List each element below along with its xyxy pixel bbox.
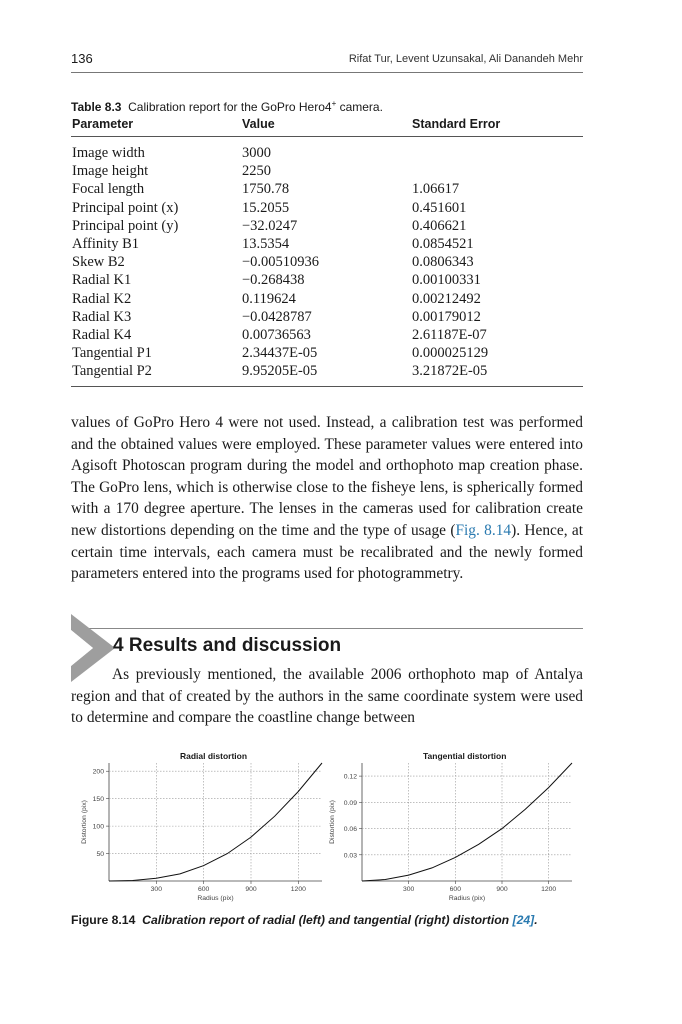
y-tick-label: 0.12 <box>343 773 357 781</box>
y-tick-label: 200 <box>92 768 104 776</box>
section-title: 4 Results and discussion <box>113 635 342 656</box>
table-row <box>71 253 583 271</box>
table-row <box>71 217 583 235</box>
table-cell: 1750.78 <box>242 181 290 198</box>
y-axis-label: Distortion (pix) <box>329 800 336 844</box>
table-cell: 0.00736563 <box>242 326 311 343</box>
table-row <box>71 235 583 253</box>
table-row <box>71 344 583 362</box>
figure-caption-text: Calibration report of radial (left) and tangential (right) distortion <box>142 913 510 927</box>
table-cell: 13.5354 <box>242 235 290 252</box>
table-row <box>71 362 583 380</box>
running-head-authors: Rifat Tur, Levent Uzunsakal, Ali Danandeh Mehr <box>348 53 583 65</box>
table-label: Table 8.3 <box>71 100 122 114</box>
table-cell: Radial K4 <box>72 326 132 343</box>
table-cell: Principal point (x) <box>72 199 179 216</box>
table-cell: Tangential P2 <box>72 363 152 380</box>
table-cell: Image height <box>72 163 149 180</box>
section-paragraph: As previously mentioned, the available 2006 orthophoto map of Antalya region and that of created by the authors in the same coordinate system were used to determine and compare the coastline change between <box>71 666 583 727</box>
series-line-tangential <box>362 763 572 881</box>
table-cell: 0.451601 <box>412 199 467 216</box>
y-axis-label: Distortion (pix) <box>81 800 88 844</box>
body-paragraph <box>71 412 583 585</box>
x-tick-label: 900 <box>496 886 508 893</box>
table-cell: −0.0428787 <box>242 308 312 325</box>
x-tick-label: 1200 <box>290 886 306 893</box>
calibration-table <box>71 144 583 380</box>
paragraph-text: values of GoPro Hero 4 were not used. Instead, a calibration test was performed and the obtained values were employed. These parameter values were entered into Agisoft Photoscan program during the model and orthophoto map creation phase. The GoPro lens, which is otherwise close to the fisheye lens, is spherically formed with a 170 degree aperture. The lenses in the cameras used for calibration create new distortions depending on the time and the type of usage ( <box>71 414 583 539</box>
table-caption <box>71 99 383 114</box>
figure-link[interactable]: Fig. 8.14 <box>455 521 512 539</box>
tangential-chart-title: Tangential distortion <box>423 751 507 761</box>
table-cell: −0.00510936 <box>242 254 320 271</box>
table-cell: 0.000025129 <box>412 345 489 362</box>
table-row <box>71 326 583 344</box>
y-tick-label: 150 <box>92 796 104 804</box>
figure-caption-end: . <box>534 913 538 927</box>
radial-chart-title: Radial distortion <box>180 751 248 761</box>
series-line-radial <box>109 763 322 881</box>
table-cell: Skew B2 <box>72 254 125 271</box>
table-cell: Affinity B1 <box>72 235 139 252</box>
table-title-superscript: + <box>331 99 337 108</box>
paragraph-text: ). Hence, at certain time intervals, each camera must be recalibrated and the newly formed parameters entered into the programs used for photogrammetry. <box>71 521 584 583</box>
table-cell: 1.06617 <box>412 181 460 198</box>
section-divider <box>71 628 583 629</box>
table-header-parameter: Parameter <box>72 117 134 131</box>
table-row <box>71 199 583 217</box>
table-cell: Image width <box>72 145 145 161</box>
table-cell: 2.34437E-05 <box>242 345 318 362</box>
table-row <box>71 144 583 162</box>
table-header-row <box>71 117 583 135</box>
figure-reference-link[interactable]: [24] <box>512 913 535 927</box>
y-tick-label: 100 <box>92 823 104 831</box>
running-head <box>71 51 583 71</box>
table-cell: 2.61187E-07 <box>412 326 487 343</box>
table-cell: 0.00100331 <box>412 272 481 289</box>
table-cell: 9.95205E-05 <box>242 363 318 380</box>
y-tick-label: 0.09 <box>343 799 357 807</box>
table-cell: Principal point (y) <box>72 217 179 234</box>
table-cell: 3.21872E-05 <box>412 363 488 380</box>
table-cell: Tangential P1 <box>72 345 152 362</box>
table-cell: Focal length <box>72 181 145 198</box>
y-tick-label: 0.03 <box>343 852 357 860</box>
table-cell: 15.2055 <box>242 199 290 216</box>
table-cell: Radial K2 <box>72 290 132 307</box>
table-row <box>71 180 583 198</box>
table-bottom-divider <box>71 386 583 387</box>
table-row <box>71 290 583 308</box>
table-header-standard-error: Standard Error <box>412 117 501 131</box>
table-cell: 3000 <box>242 145 271 161</box>
table-cell: Radial K1 <box>72 272 132 289</box>
table-row <box>71 162 583 180</box>
table-header-divider <box>71 136 583 137</box>
table-title: Calibration report for the GoPro Hero4 <box>128 100 332 114</box>
table-row <box>71 271 583 289</box>
table-cell: 0.00212492 <box>412 290 481 307</box>
x-tick-label: 600 <box>449 886 462 893</box>
y-tick-label: 0.06 <box>343 826 357 834</box>
x-tick-label: 300 <box>150 886 163 893</box>
x-tick-label: 1200 <box>541 886 557 893</box>
figure-label: Figure 8.14 <box>71 913 136 927</box>
table-header-value: Value <box>242 117 275 131</box>
table-cell: 2250 <box>242 163 271 180</box>
table-cell: 0.406621 <box>412 217 467 234</box>
table-cell: 0.00179012 <box>412 308 481 325</box>
x-axis-label: Radius (pix) <box>448 895 486 902</box>
y-tick-label: 50 <box>96 851 104 859</box>
page-number: 136 <box>71 51 93 66</box>
table-title-end: camera. <box>336 100 383 114</box>
table-cell: −0.268438 <box>242 272 305 289</box>
x-axis-label: Radius (pix) <box>197 895 234 902</box>
table-cell: Radial K3 <box>72 308 132 325</box>
x-tick-label: 900 <box>245 886 257 893</box>
table-cell: 0.0854521 <box>412 235 474 252</box>
x-tick-label: 600 <box>197 886 210 893</box>
x-tick-label: 300 <box>402 886 415 893</box>
figure-caption <box>71 913 538 927</box>
table-cell: −32.0247 <box>242 217 298 234</box>
table-row <box>71 308 583 326</box>
table-cell: 0.119624 <box>242 290 296 307</box>
table-cell: 0.0806343 <box>412 254 474 271</box>
header-divider <box>71 72 583 73</box>
